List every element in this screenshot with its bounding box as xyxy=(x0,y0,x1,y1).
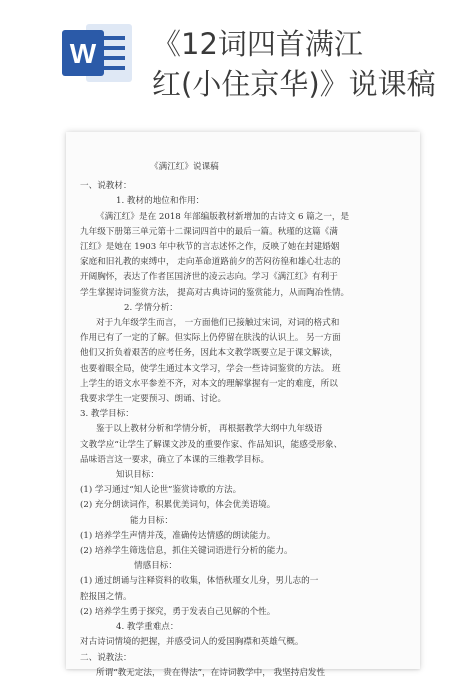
page-header xyxy=(0,0,474,118)
goal-item: 腔报国之情。 xyxy=(80,591,132,602)
paragraph-line: 作用已有了一定的了解。但实际上仍停留在肤浅的认识上。 另一方面 xyxy=(80,333,341,344)
section-heading: 一、说教材： xyxy=(80,181,132,192)
goal-item: (2) 培养学生筛选信息，抓住关键词语进行分析的能力。 xyxy=(80,546,293,557)
word-icon-letter: W xyxy=(69,38,97,69)
goal-item: (1) 通过朗诵与注释资料的收集，体悟秋瑾女儿身，男儿志的一 xyxy=(80,576,319,587)
paragraph-line: 文教学应“让学生了解课文涉及的重要作家、作品知识，能感受形象、 xyxy=(80,439,343,450)
paragraph-line: 开阔胸怀，表达了作者匡国济世的凌云志向。学习《满江红》有利于 xyxy=(80,272,338,283)
goal-label: 情感目标： xyxy=(134,561,177,572)
paragraph-line: 也要着眼全局，使学生通过本文学习，学会一些诗词鉴赏的方法。 班 xyxy=(80,363,341,374)
paragraph-line: 品味语言这一要求，确立了本课的三维教学目标。 xyxy=(80,454,270,465)
paragraph-line: 上学生的语文水平参差不齐，对本文的理解掌握有一定的难度，所以 xyxy=(80,378,338,389)
word-document-icon xyxy=(62,22,134,84)
subsection-heading: 1. 教材的地位和作用： xyxy=(116,196,205,207)
paragraph-line: 九年级下册第三单元第十二课词四首中的最后一篇。秋瑾的这篇《满 xyxy=(80,226,338,237)
paragraph-line: 鉴于以上教材分析和学情分析， 再根据教学大纲中九年级语 xyxy=(96,424,323,435)
goal-item: (2) 培养学生勇于探究，勇于发表自己见解的个性。 xyxy=(80,606,276,617)
page-title xyxy=(152,24,470,104)
paragraph-line: 对古诗词情境的把握，并感受词人的爱国胸襟和英雄气概。 xyxy=(80,637,304,648)
subsection-heading: 3. 教学目标： xyxy=(80,409,134,420)
goal-item: (1) 学习通过“知人论世”鉴赏诗歌的方法。 xyxy=(80,485,242,496)
subsection-heading: 4. 教学重难点： xyxy=(116,622,179,633)
paragraph-line: 家庭和旧礼教的束缚中， 走向革命道路前夕的苦闷彷徨和雄心壮志的 xyxy=(80,257,341,268)
goal-item: (1) 培养学生声情并茂，准确传达情感的朗读能力。 xyxy=(80,530,276,541)
title-line-2: 红(小住京华)》说课稿 xyxy=(152,67,436,101)
paragraph-line: 《满江红》是在 2018 年部编版教材新增加的古诗文 6 篇之一，是 xyxy=(96,211,350,222)
paragraph-line: 所谓“教无定法， 贵在得法”，在诗词教学中， 我坚持启发性 xyxy=(96,667,326,678)
paragraph-line: 我要求学生一定要预习、朗诵、讨论。 xyxy=(80,394,227,405)
title-line-1: 《12词四首满江 xyxy=(152,27,363,61)
paragraph-line: 他们又折负着艰苦的应考任务，因此本文教学既要立足于课文解读， xyxy=(80,348,338,359)
section-heading: 二、说教法： xyxy=(80,652,132,663)
goal-item: (2) 充分朗读词作，积累优美词句，体会优美语境。 xyxy=(80,500,276,511)
subsection-heading: 2. 学情分析： xyxy=(124,302,178,313)
goal-label: 能力目标： xyxy=(130,515,173,526)
document-content xyxy=(80,160,412,681)
paragraph-line: 学生掌握诗词鉴赏方法， 提高对古典诗词的鉴赏能力，从而陶冶性情。 xyxy=(80,287,350,298)
document-title: 《满江红》说课稿 xyxy=(150,162,219,172)
paragraph-line: 对于九年级学生而言， 一方面他们已接触过宋词，对词的格式和 xyxy=(96,318,340,329)
paragraph-line: 江红》是她在 1903 年中秋节的言志述怀之作，反映了她在封建婚姻 xyxy=(80,242,340,253)
goal-label: 知识目标： xyxy=(116,470,159,481)
